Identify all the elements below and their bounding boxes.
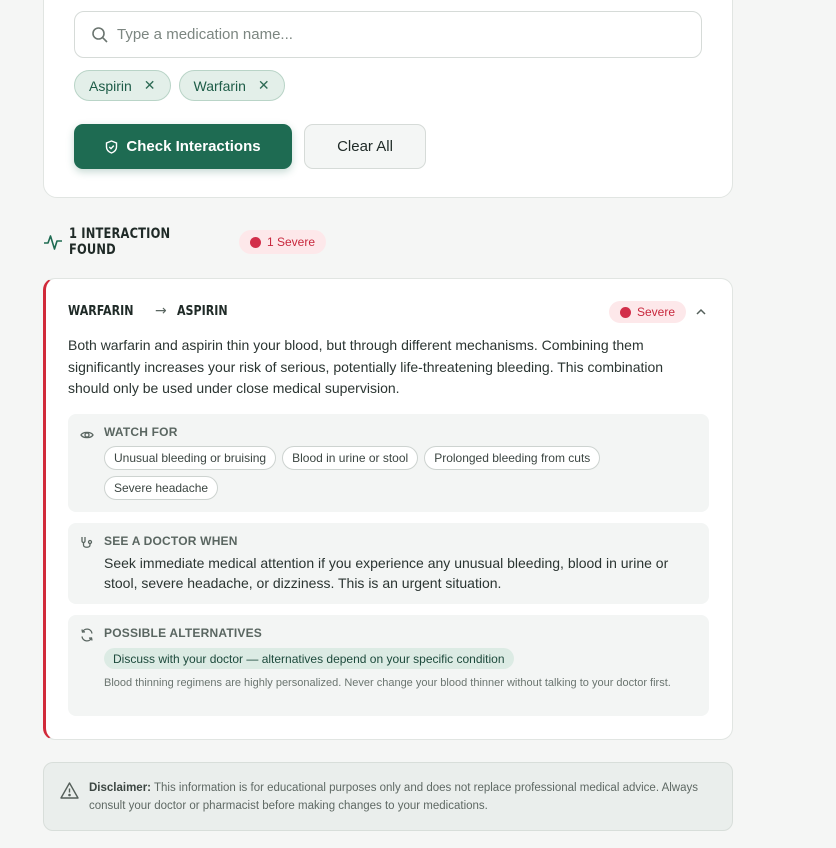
- selected-medications: [74, 70, 285, 101]
- severity-summary-badge: [239, 230, 326, 254]
- disclaimer-label: Disclaimer:: [89, 782, 152, 794]
- chip-label: Warfarin: [193, 77, 246, 94]
- severe-dot-icon: [620, 307, 631, 318]
- results-count: 1 INTERACTION FOUND: [69, 226, 171, 258]
- severe-dot-icon: [250, 237, 261, 248]
- activity-icon: [43, 232, 63, 252]
- arrow-right-icon: →: [155, 303, 167, 319]
- symptom-tag: Unusual bleeding or bruising: [104, 446, 276, 470]
- alternative-suggestion: Discuss with your doctor — alternatives depend on your specific condition: [104, 648, 514, 669]
- check-interactions-button[interactable]: [74, 124, 292, 169]
- severity-summary-label: 1 Severe: [267, 235, 316, 249]
- interaction-description: Both warfarin and aspirin thin your blood, but through different mechanisms. Combining them significantly increases your risk of serious, potentially life-threatening bleeding. This combination should only be used under close medical supervision.: [68, 337, 664, 396]
- chevron-up-icon[interactable]: [694, 305, 708, 319]
- eye-icon: [80, 428, 94, 442]
- interaction-pair: [68, 303, 236, 319]
- watch-for-title: WATCH FOR: [104, 425, 178, 439]
- symptom-tag: Prolonged bleeding from cuts: [424, 446, 600, 470]
- symptom-tags: [104, 446, 664, 500]
- medication-chip-aspirin: [74, 70, 171, 101]
- shield-check-icon: [105, 140, 118, 154]
- search-icon: [91, 26, 109, 44]
- medication-chip-warfarin: [179, 70, 285, 101]
- symptom-tag: Severe headache: [104, 476, 218, 500]
- severity-label: Severe: [636, 305, 675, 319]
- drug-a: WARFARIN: [68, 303, 134, 319]
- symptom-tag: Blood in urine or stool: [282, 446, 418, 470]
- remove-aspirin-icon[interactable]: ✕: [143, 77, 156, 93]
- check-interactions-label: Check Interactions: [126, 138, 261, 155]
- disclaimer-body: This information is for educational purposes only and does not replace professional medical advice. Always consult your doctor or pharmacist before making changes to your medications.: [89, 782, 698, 812]
- results-header: [43, 226, 326, 258]
- search-box[interactable]: [74, 11, 702, 58]
- alternatives-panel: [68, 615, 709, 716]
- remove-warfarin-icon[interactable]: ✕: [257, 77, 270, 93]
- see-doctor-panel: [68, 523, 709, 604]
- see-doctor-title: SEE A DOCTOR WHEN: [104, 534, 238, 548]
- severity-badge: [609, 301, 686, 323]
- alternatives-title: POSSIBLE ALTERNATIVES: [104, 626, 262, 640]
- drug-b: ASPIRIN: [176, 303, 228, 319]
- refresh-icon: [80, 628, 94, 642]
- medication-search-input[interactable]: [117, 26, 701, 43]
- stethoscope-icon: [80, 536, 94, 550]
- interaction-card: [43, 278, 733, 740]
- chip-label: Aspirin: [89, 77, 132, 94]
- warning-triangle-icon: [60, 781, 79, 800]
- medication-search-card: [43, 0, 733, 198]
- see-doctor-text: Seek immediate medical attention if you experience any unusual bleeding, blood in urine or stool, severe headache, or dizziness. This is an urgent situation.: [104, 555, 669, 591]
- clear-all-button[interactable]: Clear All: [304, 124, 426, 169]
- disclaimer-box: [43, 762, 733, 831]
- watch-for-panel: [68, 414, 709, 512]
- disclaimer-text: [89, 779, 709, 815]
- alternative-note: Blood thinning regimens are highly personalized. Never change your blood thinner without talking to your doctor first.: [104, 677, 671, 689]
